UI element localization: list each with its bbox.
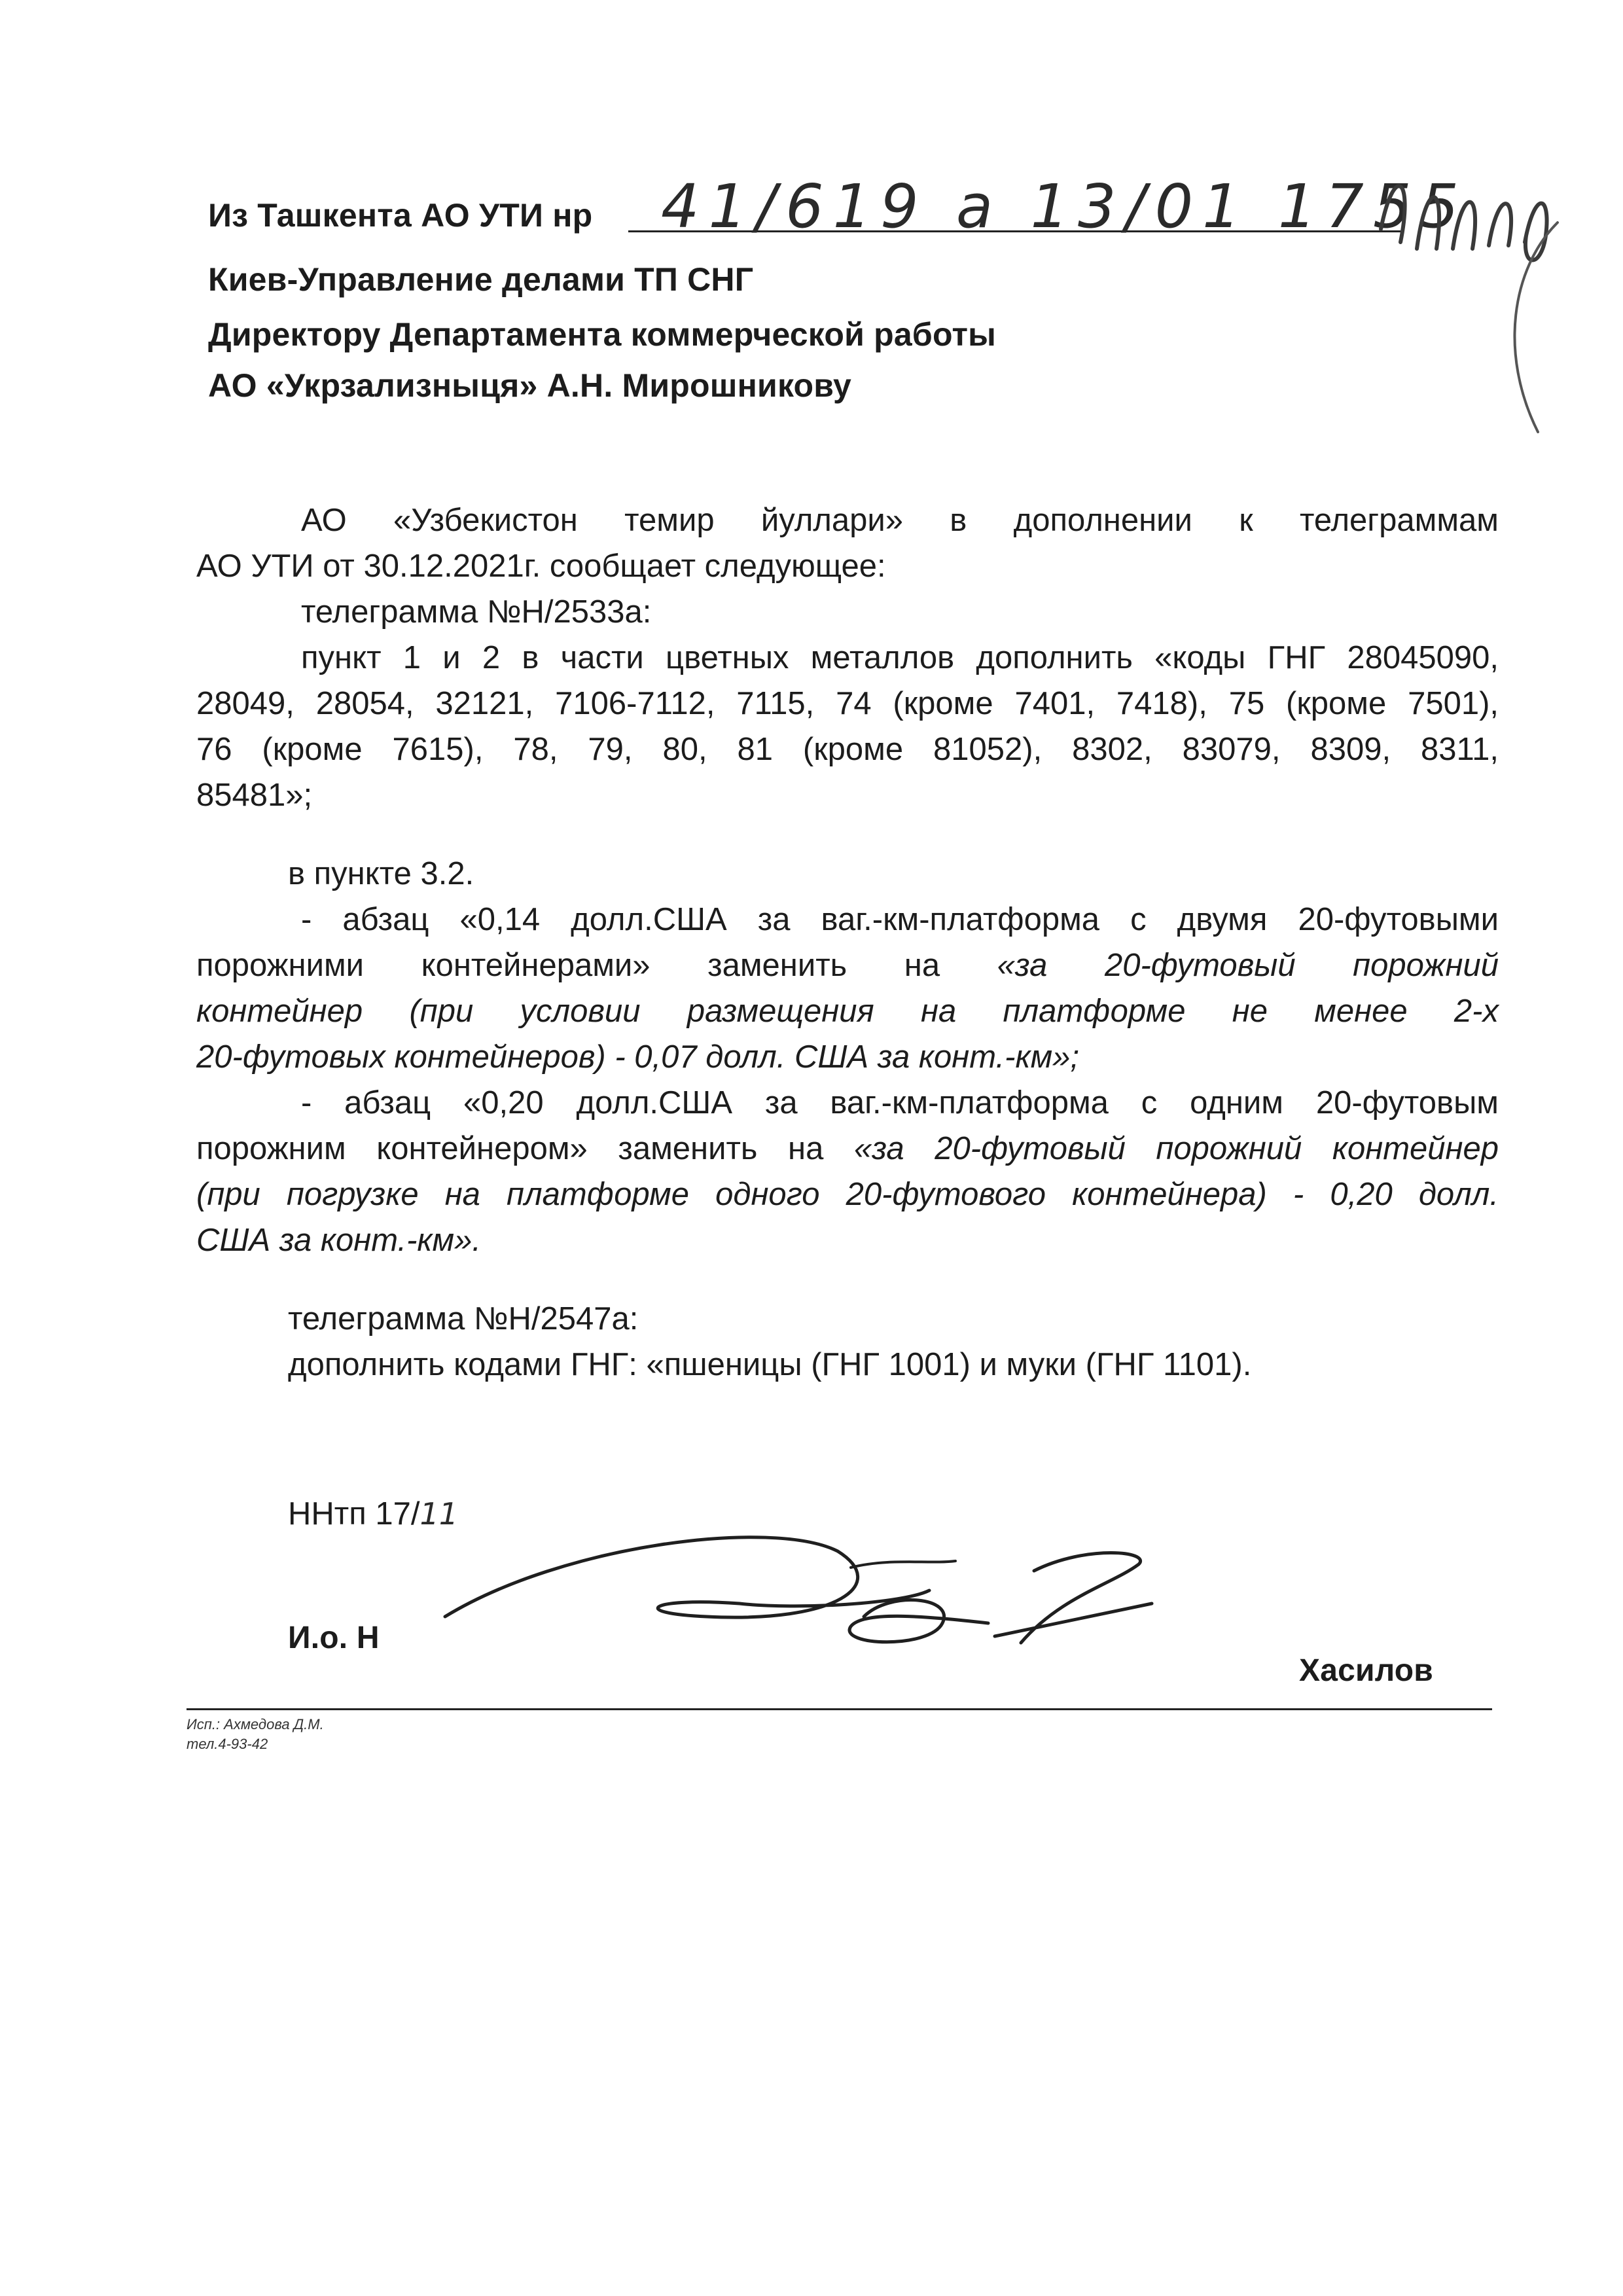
intro-paragraph [196,497,1499,818]
handwritten-scribble-mark [1355,137,1590,452]
paragraph-b-line-2-plain: порожним контейнером» заменить на [196,1131,824,1166]
paragraph-b-line-2 [196,1126,1499,1172]
paragraph-a-line-1: - абзац «0,14 долл.США за ваг.-км-платформа с двумя 20-футовыми [301,902,1499,937]
telegram-2-section [288,1296,1251,1388]
paragraph-b-line-3: (при погрузке на платформе одного 20-футового контейнера) - 0,20 долл. [196,1177,1499,1212]
signatory-position: И.о. Н [288,1621,380,1655]
sender-line: Из Ташкента АО УТИ нр [208,197,593,234]
recipient-line-3: АО «Укрзализныця» А.Н. Мирошникову [208,367,851,404]
paragraph-a-line-4: 20-футовых контейнеров) - 0,07 долл. США за конт.-км»; [196,1039,1080,1075]
point-1-2-line-4: 85481»; [196,778,313,813]
paragraph-a-line-2-plain: порожними контейнерами» заменить на [196,948,940,983]
recipient-line-1: Киев-Управление делами ТП СНГ [208,261,754,298]
telegram-1-title: телеграмма №Н/2533а: [301,594,652,630]
telegram-2-text: дополнить кодами ГНГ: «пшеницы (ГНГ 1001) и муки (ГНГ 1101). [288,1347,1252,1382]
executor-phone: тел.4-93-42 [187,1736,268,1752]
intro-line-1: АО «Узбекистон темир йуллари» в дополнении к телеграммам [301,503,1499,538]
point-1-2-line-2: 28049, 28054, 32121, 7106-7112, 7115, 74 (кроме 7401, 7418), 75 (кроме 7501), [196,686,1499,721]
paragraph-a-line-2 [196,942,1499,988]
telegram-2-title: телеграмма №Н/2547а: [288,1301,639,1336]
paragraph-b-line-1: - абзац «0,20 долл.США за ваг.-км-платформа с одним 20-футовым [301,1085,1499,1121]
signatory-name: Хасилов [1299,1653,1434,1688]
intro-line-2: АО УТИ от 30.12.2021г. сообщает следующее: [196,548,886,584]
signature [432,1505,1191,1676]
footer-rule [187,1708,1492,1710]
paragraph-b-line-4: США за конт.-км». [196,1223,482,1258]
point-3-2-section [196,851,1499,1263]
reference-number-handwritten: 11 [419,1496,459,1532]
reference-number-printed: ННтп 17/ [288,1496,420,1532]
point-1-2-line-3: 76 (кроме 7615), 78, 79, 80, 81 (кроме 81052), 8302, 83079, 8309, 8311, [196,732,1499,767]
executor-name: Исп.: Ахмедова Д.М. [187,1716,324,1732]
point-3-2-title: в пункте 3.2. [288,856,474,891]
recipient-line-2: Директору Департамента коммерческой работы [208,316,997,353]
handwritten-registration: 41/619 а 13/01 1755 [661,171,1469,242]
paragraph-a-line-2-italic: «за 20-футовый порожний [997,948,1499,983]
point-1-2-line-1: пункт 1 и 2 в части цветных металлов дополнить «коды ГНГ 28045090, [301,640,1499,675]
paragraph-a-line-3: контейнер (при условии размещения на платформе не менее 2-х [196,994,1499,1029]
paragraph-b-line-2-italic: «за 20-футовый порожний контейнер [853,1131,1499,1166]
